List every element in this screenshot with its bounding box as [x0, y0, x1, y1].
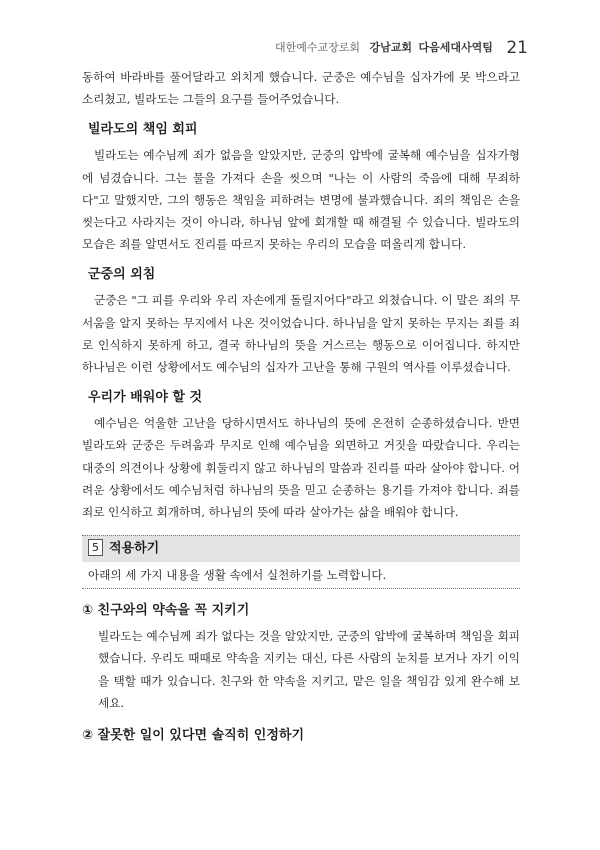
- section-body-pilate: 빌라도는 예수님께 죄가 없음을 알았지만, 군중의 압박에 굴복해 예수님을 십자가형에 넘겼습니다. 그는 물을 가져다 손을 씻으며 "나는 이 사람의 죽음에 대해 무죄하다"고 말했지만, 그의 행동은 책임을 피하려는 변명에 불과했습니다. 죄의 책임은 손을 씻는다고 사라지는 것이 아니라, 하나님 앞에 회개할 때 해결될 수 있습니다. 빌라도의 모습은 죄를 알면서도 진리를 따르지 못하는 우리의 모습을 떠올리게 합니다.: [82, 148, 520, 252]
- apply-item-2-title: [82, 726, 520, 746]
- header-church: 강남교회: [369, 41, 412, 54]
- apply-description: 아래의 세 가지 내용을 생활 속에서 실천하기를 노력합니다.: [82, 562, 520, 589]
- apply-title: 적용하기: [109, 541, 160, 557]
- section-heading-pilate: 빌라도의 책임 회피: [88, 122, 198, 138]
- section-heading-lesson: 우리가 배워야 할 것: [88, 390, 203, 406]
- page-number: 21: [506, 38, 528, 58]
- apply-item-1-title: [82, 601, 520, 621]
- section-body-crowd: 군중은 "그 피를 우리와 우리 자손에게 돌릴지어다"라고 외쳤습니다. 이 말은 죄의 무서움을 알지 못하는 무지에서 나온 것이었습니다. 하나님을 알지 못하는 무지는 죄를 죄로 인식하지 못하게 하고, 결국 하나님의 뜻을 거스르는 행동으로 이어집니다. 하지만 하나님은 이런 상황에서도 예수님의 십자가 고난을 통해 구원의 역사를 이루셨습니다.: [82, 293, 520, 375]
- intro-paragraph: 동하여 바라바를 풀어달라고 외치게 했습니다. 군중은 예수님을 십자가에 못 박으라고 소리쳤고, 빌라도는 그들의 요구를 들어주었습니다.: [82, 70, 520, 107]
- apply-number-box: 5: [88, 539, 103, 556]
- section-heading-crowd: 군중의 외침: [88, 267, 156, 283]
- item-title-text-1: 친구와의 약속을 꼭 지키기: [97, 603, 250, 619]
- apply-item-1-body: 빌라도는 예수님께 죄가 없다는 것을 알았지만, 군중의 압박에 굴복하며 책임을 회피했습니다. 우리도 때때로 약속을 지키는 대신, 다른 사람의 눈치를 보거나 자기 이익을 택할 때가 있습니다. 친구와 한 약속을 지키고, 맡은 일을 책임감 있게 완수해 보세요.: [98, 629, 520, 710]
- item-marker-1: ①: [82, 603, 94, 619]
- section-body-lesson: 예수님은 억울한 고난을 당하시면서도 하나님의 뜻에 온전히 순종하셨습니다. 반면 빌라도와 군중은 두려움과 무지로 인해 예수님을 외면하고 거짓을 따랐습니다. 우리는 대중의 의견이나 상황에 휘둘리지 않고 하나님의 말씀과 진리를 따라 살아야 합니다. 어려운 상황에서도 예수님처럼 하나님의 뜻을 믿고 순종하는 용기를 가져야 합니다. 죄를 죄로 인식하고 회개하며, 하나님의 뜻에 따라 살아가는 삶을 배워야 합니다.: [82, 416, 520, 520]
- page-content: [82, 66, 520, 750]
- item-marker-2: ②: [82, 728, 94, 744]
- header-team: 다음세대사역팀: [418, 41, 493, 54]
- item-title-text-2: 잘못한 일이 있다면 솔직히 인정하기: [97, 728, 305, 744]
- apply-section-bar: [82, 535, 520, 562]
- header-org: 대한예수교장로회: [274, 41, 360, 54]
- page-header: [275, 38, 528, 58]
